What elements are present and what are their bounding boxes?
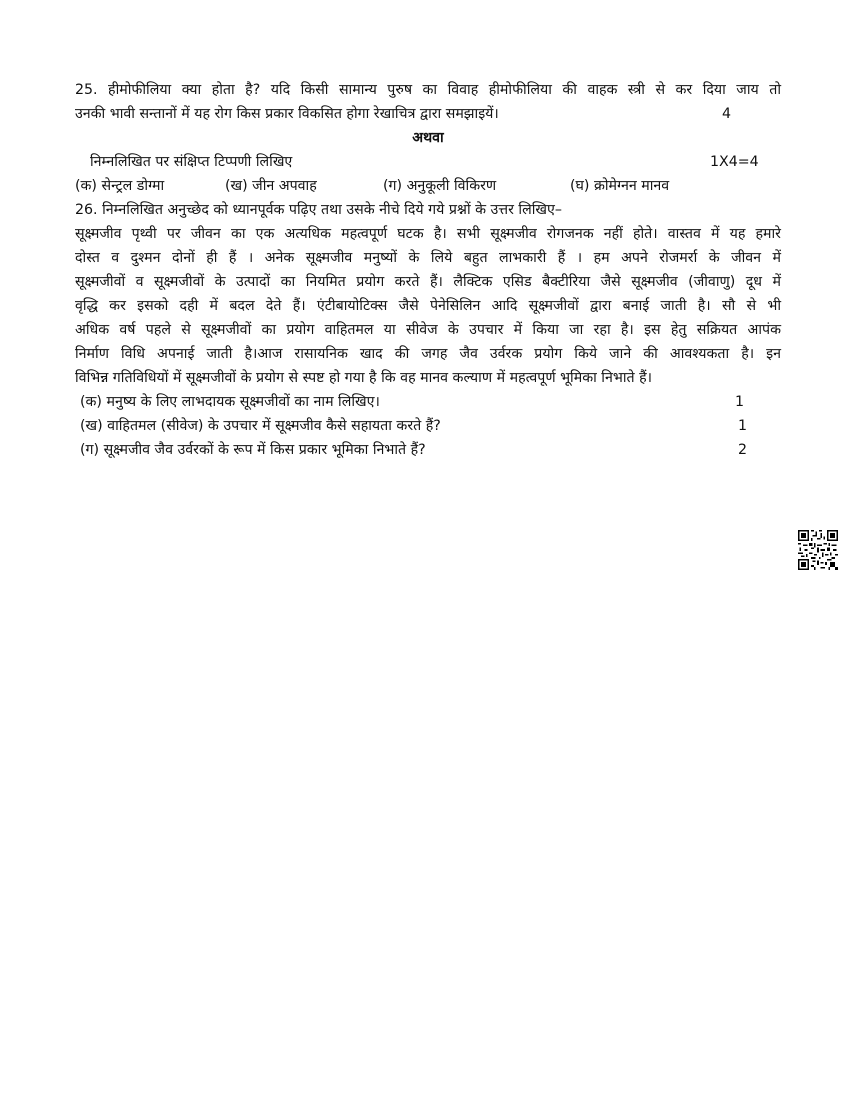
qr-code-icon [798,530,838,570]
q26-sub-question: (क) मनुष्य के लिए लाभदायक सूक्ष्मजीवों का नाम लिखिए। [80,394,380,410]
q25-line-1: 25. हीमोफीलिया क्या होता है? यदि किसी सामान्य पुरुष का विवाह हीमोफीलिया की वाहक स्त्री से कर दिया जाय तो [75,82,781,98]
passage-line: अधिक वर्ष पहले से सूक्ष्मजीवों का प्रयोग वाहितमल या सीवेज के उपचार में किया जा रहा है। इस हेतु सक्रियत आपंक [75,322,781,338]
q25-line-2: उनकी भावी सन्तानों में यह रोग किस प्रकार विकसित होगा रेखाचित्र द्वारा समझाइयें। [75,106,499,122]
passage-line: निर्माण विधि अपनाई जाती है।आज रासायनिक खाद की जगह जैव उर्वरक प्रयोग किये जाने की आवश्यकता है। इन [75,346,781,362]
q26-sub-marks: 1 [738,418,748,434]
option-ga: (ग) अनुकूली विकिरण [383,178,497,194]
passage-line: दोस्त व दुश्मन दोनों ही हैं । अनेक सूक्ष्मजीव मनुष्यों के लिये बहुत लाभकारी हैं । हम अपने रोजमर्रा के जीवन में [75,250,781,266]
passage-line: विभिन्न गतिविधियों में सूक्ष्मजीवों के प्रयोग से स्पष्ट हो गया है कि वह मानव कल्याण में महत्वपूर्ण भूमिका निभाते हैं। [75,370,652,386]
passage-line: सूक्ष्मजीव पृथ्वी पर जीवन का एक अत्यधिक महत्वपूर्ण घटक है। सभी सूक्ष्मजीव रोगजनक नहीं होते। वास्तव में यह हमारे [75,226,781,242]
option-kha: (ख) जीन अपवाह [225,178,317,194]
q26-sub-question: (ग) सूक्ष्मजीव जैव उर्वरकों के रूप में किस प्रकार भूमिका निभाते हैं? [80,442,426,458]
or-divider: अथवा [412,130,444,146]
passage-line: वृद्धि कर इसको दही में बदल देते हैं। एंटीबायोटिक्स जैसे पेनेसिलिन आदि सूक्ष्मजीवों द्वारा बनाई जाती है। सौ से भी [75,298,781,314]
q26-sub-question: (ख) वाहितमल (सीवेज) के उपचार में सूक्ष्मजीव कैसे सहायता करते हैं? [80,418,441,434]
note-instruction: निम्नलिखित पर संक्षिप्त टिप्पणी लिखिए [90,154,293,170]
q26-intro: 26. निम्नलिखित अनुच्छेद को ध्यानपूर्वक पढ़िए तथा उसके नीचे दिये गये प्रश्नों के उत्तर लिखिए– [75,202,562,218]
option-gha: (घ) क्रोमेग्नन मानव [570,178,670,194]
q26-sub-marks: 1 [735,394,745,410]
q25-marks: 4 [722,106,732,122]
note-marks: 1X4=4 [710,154,759,170]
option-ka: (क) सेन्ट्रल डोग्मा [75,178,165,194]
passage-line: सूक्ष्मजीवों व सूक्ष्मजीवों के उत्पादों का नियमित प्रयोग करते हैं। लैक्टिक एसिड बैक्टीरिया जैसे सूक्ष्मजीव (जीवाणु) दूध में [75,274,781,290]
q26-sub-marks: 2 [738,442,748,458]
